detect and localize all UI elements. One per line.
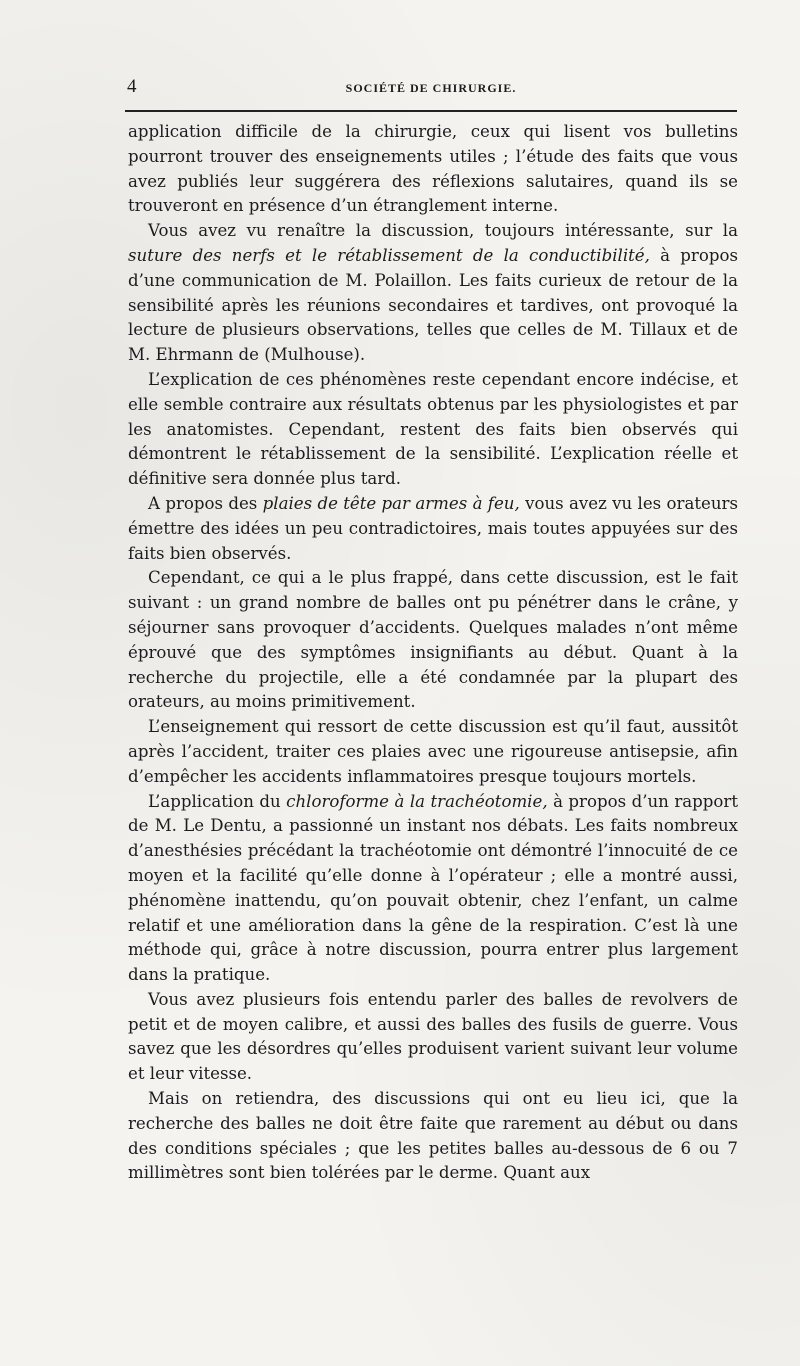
paragraph-5: Cependant, ce qui a le plus frappé, dans cette discussion, est le fait suivant : un grand nombre de balles ont pu pénétrer dans le crâne, y séjourner sans provoquer d’accidents. Quelques malades n’ont même éprouvé que des symptômes insignifiants au début. Quant à la recherche du projectile, elle a été condamnée par la plupart des orateurs, au moins primitivement.: [128, 568, 738, 712]
paragraph-7-start: L’application du: [148, 791, 287, 811]
paragraph-4: [128, 492, 738, 566]
paragraph-4-start: A propos des: [148, 493, 263, 513]
running-title: SOCIÉTÉ DE CHIRURGIE.: [345, 81, 517, 95]
paragraph-9: Mais on retiendra, des discussions qui ont eu lieu ici, que la recherche des balles ne doit être faite que rarement au début ou dans des conditions spéciales ; que les petites balles au-dessous de 6 ou 7 millimètres sont bien tolérées par le derme. Quant aux: [128, 1089, 738, 1183]
paragraph-3: L’explication de ces phénomènes reste cependant encore indécise, et elle semble contraire aux résultats obtenus par les physiologistes et par les anatomistes. Cependant, restent des faits bien observés qui démontrent le rétablissement de la sensibilité. L’explication réelle et définitive sera donnée plus tard.: [128, 369, 738, 489]
paragraph-7-italic: chloroforme à la trachéotomie,: [286, 791, 548, 811]
paragraph-1: application difficile de la chirurgie, ceux qui lisent vos bulletins pourront trouver des enseignements utiles ; l’étude des faits que vous avez publiés leur suggérera des réflexions salutaires, quand ils se trouveront en présence d’un étranglement interne.: [128, 122, 738, 216]
paragraph-6: L’enseignement qui ressort de cette discussion est qu’il faut, aussitôt après l’accident, traiter ces plaies avec une rigoureuse antisepsie, afin d’empêcher les accidents inflammatoires presque toujours mortels.: [128, 717, 738, 786]
paragraph-4-end: vous avez vu les orateurs émettre des idées un peu contradictoires, mais toutes appuyées sur des faits bien observés.: [128, 493, 738, 563]
page-number: 4: [127, 76, 137, 97]
paragraph-7-end: à propos d’un rapport de M. Le Dentu, a passionné un instant nos débats. Les faits nombreux d’anesthésies précédant la trachéotomie ont démontré l’innocuité de ce moyen et la facilité qu’elle donne à l’opérateur ; elle a montré aussi, phénomène inattendu, qu’on pouvait obtenir, chez l’enfant, un calme relatif et une amélioration dans la gêne de la respiration. C’est là une méthode qui, grâce à notre discussion, pourra entrer plus largement dans la pratique.: [128, 791, 738, 985]
header-rule: [125, 110, 737, 112]
paragraph-2-start: Vous avez vu renaître la discussion, toujours intéressante, sur la: [148, 221, 738, 241]
paragraph-2-italic: suture des nerfs et le rétablissement de la conductibilité,: [128, 245, 650, 265]
paragraph-7: [128, 790, 738, 988]
paragraph-2-end: à propos d’une communication de M. Polaillon. Les faits curieux de retour de la sensibilité après les réunions secondaires et tardives, ont provoqué la lecture de plusieurs observations, telles que celles de M. Tillaux et de M. Ehrmann de (Mulhouse).: [128, 245, 738, 365]
body-text: [128, 120, 738, 1186]
page-header: [125, 76, 737, 100]
paragraph-4-italic: plaies de tête par armes à feu,: [262, 493, 520, 513]
paragraph-2: [128, 219, 738, 368]
paragraph-8: Vous avez plusieurs fois entendu parler des balles de revolvers de petit et de moyen calibre, et aussi des balles des fusils de guerre. Vous savez que les désordres qu’elles produisent varient suivant leur volume et leur vitesse.: [128, 989, 738, 1084]
